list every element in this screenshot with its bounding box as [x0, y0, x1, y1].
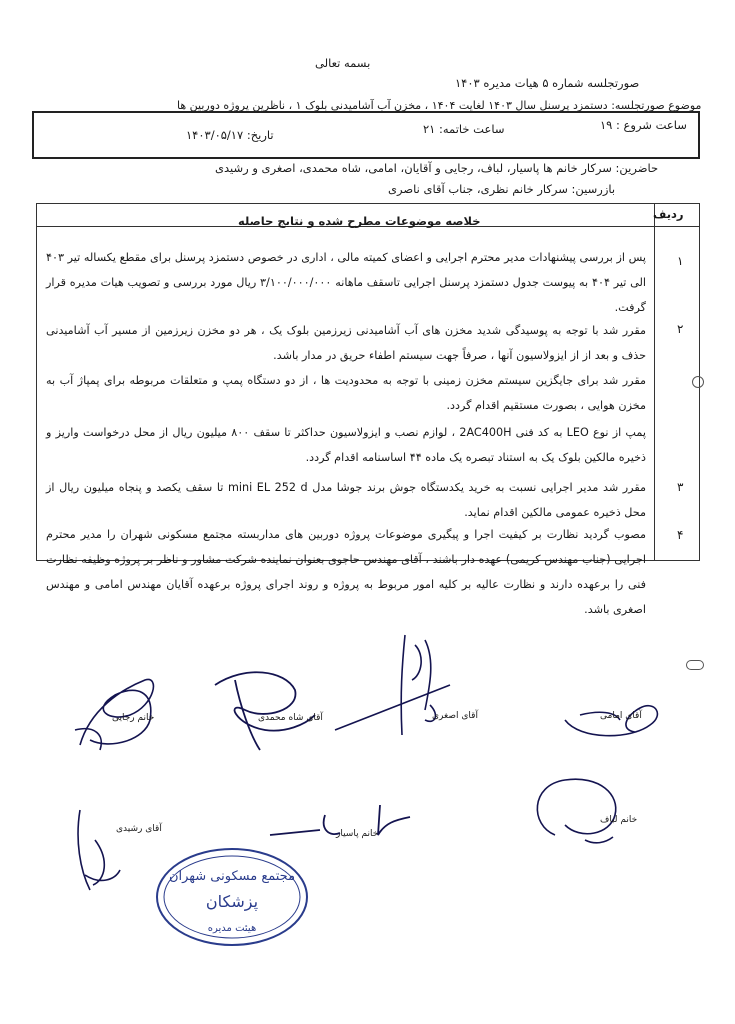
- association-stamp: [152, 845, 312, 950]
- table-column-divider: [654, 203, 655, 561]
- row-text: مقرر شد برای جایگزین سیستم مخزن زمینی با توجه به محدودیت ها ، از دو دستگاه پمپ و متعلقات مربوطه برای پمپاژ آب به مخزن هوایی ، بصورت مستقیم اقدام گردد.: [46, 374, 646, 412]
- signature-shahmohammadi: [205, 655, 325, 755]
- stamp-line1: مجتمع مسکونی شهران: [168, 869, 296, 884]
- inspectors: بازرسین: سرکار خانم نظری، جناب آقای ناصری: [388, 182, 616, 196]
- signature-label: آقای شاه محمدی: [258, 713, 323, 723]
- signature-rashidi: [65, 800, 135, 900]
- signature-labbaf: [525, 765, 638, 855]
- basmala: بسمه تعالی: [315, 56, 371, 70]
- margin-mark: [692, 376, 704, 388]
- meeting-date: تاریخ: ۱۴۰۳/۰۵/۱۷: [186, 128, 274, 142]
- attendees: حاضرین: سرکار خانم ها پاسیار، لباف، رجایی و آقایان، امامی، شاه محمدی، اصغری و رشیدی: [215, 161, 659, 175]
- meeting-title: صورتجلسه شماره ۵ هیات مدیره ۱۴۰۳: [455, 76, 640, 90]
- col-summary-header: خلاصه موضوعات مطرح شده و نتایج حاصله: [238, 214, 481, 228]
- margin-mark: [686, 660, 704, 670]
- start-time: ساعت شروع : ۱۹: [600, 118, 687, 132]
- row-number: ۲: [677, 322, 684, 336]
- signature-label: خانم رجایی: [112, 713, 155, 723]
- meeting-subject: موضوع صورتجلسه: دستمزد پرسنل سال ۱۴۰۳ لغایت ۱۴۰۴ ، مخزن آب آشامیدنی بلوک ۱ ، ناظرین پروژه دوربین ها: [177, 99, 702, 112]
- signature-label: آقای رشیدی: [116, 824, 162, 834]
- stamp-line3: هیئت مدیره: [207, 923, 257, 934]
- signature-label: خانم لباف: [600, 815, 638, 825]
- col-row-header: ردیف: [653, 207, 684, 221]
- signature-label: خانم پاسیار: [336, 829, 379, 839]
- signature-label: آقای اصغری: [432, 711, 478, 721]
- row-text: مقرر شد با توجه به پوسیدگی شدید مخزن های آب آشامیدنی زیرزمین بلوک یک ، هر دو مخزن زیرزمین از مسیر آب آشامیدنی حذف و بعد از از ایزولاسیون آنها ، صرفاً جهت سیستم اطفاء حریق در مدار باشد.: [46, 324, 646, 362]
- row-text: مقرر شد مدیر اجرایی نسبت به خرید یکدستگاه جوش برند جوشا مدل mini EL 252 d تا سقف یکصد و پنجاه میلیون ریال از محل ذخیره عمومی مالکین اقدام نماید.: [46, 481, 646, 519]
- row-text: پمپ از نوع LEO به کد فنی 2AC400H ، لوازم نصب و ایزولاسیون حداکثر تا سقف ۸۰۰ میلیون ریال از محل درخواست واریز و ذخیره مالکین بلوک یک به استناد تبصره یک ماده ۴۴ اساسنامه اقدام گردد.: [46, 426, 646, 464]
- row-number: ۱: [677, 254, 684, 268]
- signature-label: آقای امامی: [600, 711, 642, 721]
- row-number: ۴: [677, 528, 684, 542]
- stamp-line2: پزشکان: [205, 892, 259, 911]
- row-number: ۳: [677, 480, 684, 494]
- end-time: ساعت خاتمه: ۲۱: [423, 122, 505, 136]
- row-text: مصوب گردید نظارت بر کیفیت اجرا و پیگیری موضوعات پروژه دوربین های مداربسته مجتمع مسکونی شهران را مدیر محترم اجرایی (جناب مهندس کریمی) عهده دار باشند ، آقای مهندس حاجوی بعنوان نماینده شرکت مشاور و ناظر بر پروژه وظیفه نظارت فنی را برعهده دارند و نظارت عالیه بر کلیه امور مربوط به پروژه و روند اجرای پروژه برعهده آقایان مهندس امامی و مهندس اصغری باشد.: [46, 528, 646, 616]
- row-text: پس از بررسی پیشنهادات مدیر محترم اجرایی و اعضای کمیته مالی ، اداری در خصوص دستمزد پرسنل برای مقطع یکساله تیر ۴۰۳ الی تیر ۴۰۴ به پیوست جدول دستمزد پرسنل اجرایی تاسقف ماهانه ۳/۱۰۰/۰۰۰/۰۰۰ ریال مورد بررسی و تصویب هیات مدیره قرار گرفت.: [46, 251, 646, 314]
- signature-pasyar: [260, 795, 420, 850]
- signature-rajaei: [60, 650, 170, 760]
- signature-asghari: [330, 625, 460, 745]
